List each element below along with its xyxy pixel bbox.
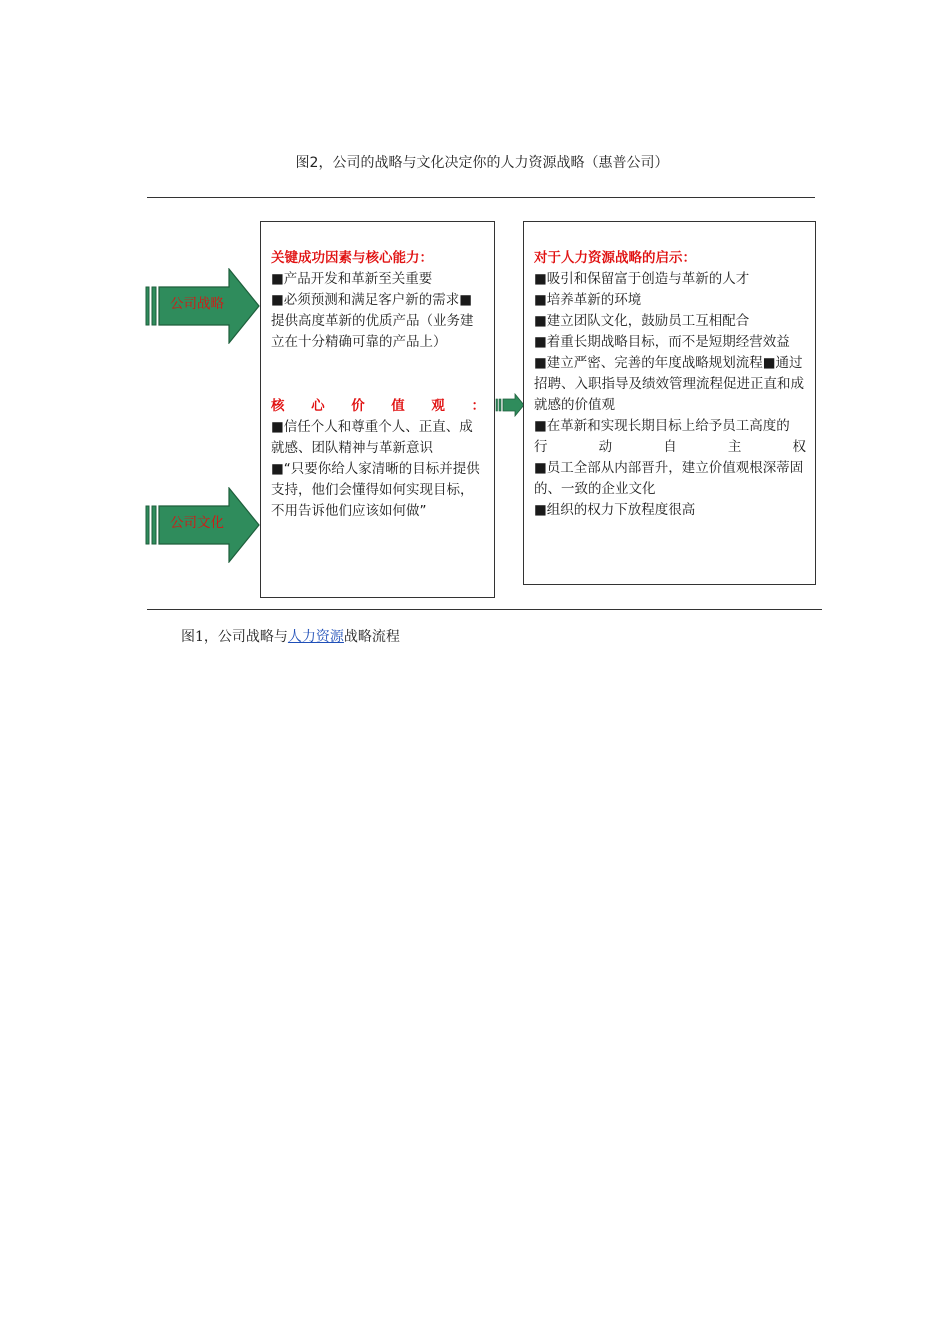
- core-values-heading-char: 值: [391, 398, 405, 414]
- hr-link[interactable]: 人力资源: [287, 629, 344, 645]
- strategy-arrow-label: 公司战略: [170, 296, 224, 312]
- core-value-item: ■信任个人和尊重个人、正直、成就感、团队精神与革新意识: [271, 419, 473, 456]
- connector-arrow: [495, 393, 525, 417]
- core-values-heading-char: 价: [351, 398, 365, 414]
- hr-implication-spread-line: [534, 437, 806, 458]
- hr-implication-item: ■员工全部从内部晋升，建立价值观根深蒂固的、一致的企业文化: [534, 460, 804, 497]
- hr-implication-item: ■建立严密、完善的年度战略规划流程■通过招聘、入职指导及绩效管理流程促进正直和成就感的价值观: [534, 355, 804, 413]
- figure-title: 图2，公司的战略与文化决定你的人力资源战略（惠普公司）: [295, 155, 669, 171]
- caption-suffix: 战略流程: [343, 629, 400, 645]
- figure-caption: [181, 626, 400, 646]
- success-factors-heading: 关键成功因素与核心能力：: [271, 250, 433, 266]
- strategy-arrow: [145, 268, 261, 344]
- hr-implication-item: ■建立团队文化，鼓励员工互相配合: [534, 313, 750, 329]
- core-values-heading-char: 心: [311, 398, 325, 414]
- spread-char: 行: [534, 439, 548, 455]
- core-value-item: ■“只要你给人家清晰的目标并提供支持，他们会懂得如何实现目标，不用告诉他们应该如何做”: [271, 461, 480, 519]
- top-rule: [147, 197, 815, 198]
- hr-implication-item: ■着重长期战略目标，而不是短期经营效益: [534, 334, 790, 350]
- hr-implications-box: [523, 221, 816, 585]
- hr-implication-item: ■培养革新的环境: [534, 292, 642, 308]
- core-values-heading-char: ：: [471, 398, 485, 414]
- success-factor-item: ■必须预测和满足客户新的需求■提供高度革新的优质产品（业务建立在十分精确可靠的产品上）: [271, 292, 474, 350]
- spread-char: 动: [598, 439, 613, 455]
- hr-implication-item: ■组织的权力下放程度很高: [534, 502, 696, 518]
- core-values-heading-char: 观: [431, 398, 445, 414]
- caption-prefix: 图1，公司战略与: [181, 629, 288, 645]
- hr-implication-item: ■吸引和保留富于创造与革新的人才: [534, 271, 750, 287]
- success-factors-box: [260, 221, 495, 598]
- spread-char: 主: [727, 439, 742, 455]
- core-values-heading: [271, 396, 485, 417]
- success-factor-item: ■产品开发和革新至关重要: [271, 271, 433, 287]
- culture-arrow: [145, 487, 261, 563]
- hr-implications-heading: 对于人力资源战略的启示：: [534, 250, 696, 266]
- hr-implication-item: ■在革新和实现长期目标上给予员工高度的: [534, 418, 790, 434]
- spread-char: 权: [792, 439, 806, 455]
- connector-arrow-icon: [495, 393, 525, 417]
- culture-arrow-label: 公司文化: [170, 515, 224, 531]
- core-values-heading-char: 核: [271, 398, 285, 414]
- bottom-rule: [147, 609, 822, 610]
- spread-char: 自: [663, 439, 677, 455]
